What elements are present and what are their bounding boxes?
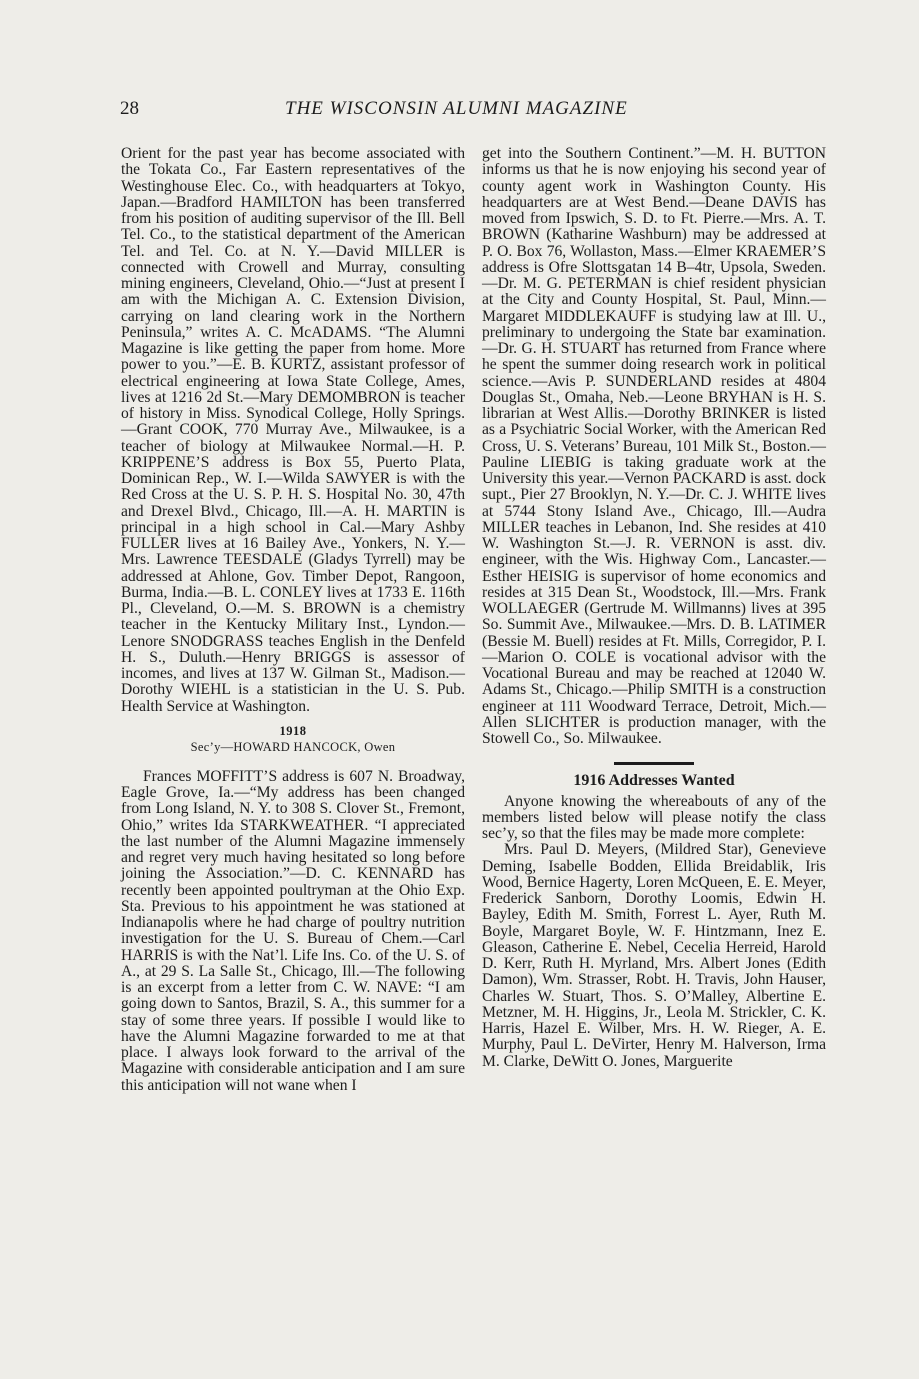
addresses-wanted-title: 1916 Addresses Wanted	[573, 772, 735, 790]
class-notes-paragraph: Frances MOFFITT’S address is 607 N. Broadway, Eagle Grove, Ia.—“My address has been changed from Long Island, N. Y. to 308 S. Clover St., Fremont, Ohio,” writes Ida STARKWEATHER. “I appreciated the last number of the Alumni Magazine immensely and regret very much having hesitated so long before joining the Association.”—D. C. KENNARD has recently been appointed poultryman at the Ohio Exp. Sta. Previous to his appointment he was stationed at Indianapolis where he had charge of poultry nutrition investigation for the U. S. Bureau of Chem.—Carl HARRIS is with the Nat’l. Life Ins. Co. of the U. S. of A., at 29 S. La Salle St., Chicago, Ill.—The following is an excerpt from a letter from C. W. NAVE: “I am going down to Santos, Brazil, S. A., this summer for a stay of some three years. If possible I would like to have the Alumni Magazine forwarded to me at that place. I always look forward to the arrival of the Magazine with considerable anticipation and I am sure this anticipation will not wane when I	[121, 767, 465, 1094]
section-divider	[614, 762, 694, 765]
addresses-wanted-list: Mrs. Paul D. Meyers, (Mildred Star), Genevieve Deming, Isabelle Bodden, Ellida Breidablik, Iris Wood, Bernice Hagerty, Loren McQueen, E. E. Meyer, Frederick Sanborn, Dorothy Loomis, Edwin H. Bayley, Edith M. Smith, Forrest L. Ayer, Ruth M. Boyle, Margaret Boyle, W. F. Hintzmann, Inez E. Gleason, Catherine E. Nebel, Cecelia Herreid, Harold D. Kerr, Ruth H. Myrland, Mrs. Albert Jones (Edith Damon), Wm. Strasser, Robt. H. Travis, John Hauser, Charles W. Stuart, Thos. S. O’Malley, Albertine E. Metzner, M. H. Higgins, Jr., Leola M. Strickler, C. K. Harris, Hazel E. Wilber, Mrs. H. W. Rieger, A. E. Murphy, Paul L. DeVirter, Henry M. Halverson, Irma M. Clarke, DeWitt O. Jones, Marguerite	[482, 841, 826, 1070]
class-year-heading: 1918	[279, 723, 307, 738]
addresses-wanted-intro: Anyone knowing the whereabouts of any of the members listed below will please notify the class sec’y, so that the files may be made more complete:	[482, 792, 826, 842]
right-column	[482, 146, 826, 1070]
page-number: 28	[120, 98, 139, 119]
class-notes-paragraph: Orient for the past year has become associated with the Tokata Co., Far Eastern representatives of the Westinghouse Elec. Co., with headquarters at Tokyo, Japan.—Bradford HAMILTON has been transferred from his position of auditing supervisor of the Ill. Bell Tel. Co., to the statistical department of the American Tel. and Tel. Co. at N. Y.—David MILLER is connected with Crowell and Murray, consulting mining engineers, Cleveland, Ohio.—“Just at present I am with the Michigan A. C. Extension Division, carrying on land clearing work in the Northern Peninsula,” writes A. C. McADAMS. “The Alumni Magazine is like getting the paper from home. More power to you.”—E. B. KURTZ, assistant professor of electrical engineering at Iowa State College, Ames, lives at 1216 2d St.—Mary DEMOMBRON is teacher of history in Miss. Synodical College, Holly Springs.—Grant COOK, 770 Murray Ave., Milwaukee, is a teacher of biology at Milwaukee Normal.—H. P. KRIPPENE’S address is Box 55, Puerto Plata, Dominican Rep., W. I.—Wilda SAWYER is with the Red Cross at the U. S. P. H. S. Hospital No. 30, 47th and Drexel Blvd., Chicago, Ill.—A. H. MARTIN is principal in a high school in Cal.—Mary Ashby FULLER lives at 16 Bailey Ave., Yonkers, N. Y.—Mrs. Lawrence TEESDALE (Gladys Tyrrell) may be addressed at Ahlone, Gov. Timber Depot, Rangoon, Burma, India.—B. L. CONLEY lives at 1733 E. 116th Pl., Cleveland, O.—M. S. BROWN is a chemistry teacher in the Kentucky Military Inst., Lyndon.—Lenore SNODGRASS teaches English in the Denfeld H. S., Duluth.—Henry BRIGGS is assessor of incomes, and lives at 137 W. Gilman St., Madison.—Dorothy WIEHL is a statistician in the U. S. Pub. Health Service at Washington.	[121, 145, 465, 715]
left-column	[121, 146, 465, 1094]
running-head: THE WISCONSIN ALUMNI MAGAZINE	[285, 98, 628, 119]
class-notes-paragraph: get into the Southern Continent.”—M. H. BUTTON informs us that he is now enjoying his second year of county agent work in Washington County. His headquarters are at West Bend.—Deane DAVIS has moved from Ipswich, S. D. to Ft. Pierre.—Mrs. A. T. BROWN (Katharine Washburn) may be addressed at P. O. Box 76, Wollaston, Mass.—Elmer KRAEMER’S address is Ofre Slottsgatan 14 B–4tr, Upsola, Sweden.—Dr. M. G. PETERMAN is chief resident physician at the City and County Hospital, St. Paul, Minn.—Margaret MIDDLEKAUFF is studying law at Ill. U., preliminary to undergoing the State bar examination.—Dr. G. H. STUART has returned from France where he spent the summer doing research work in political science.—Avis P. SUNDERLAND resides at 4804 Douglas St., Omaha, Neb.—Leone BRYHAN is H. S. librarian at West Allis.—Dorothy BRINKER is listed as a Psychiatric Social Worker, with the American Red Cross, U. S. Veterans’ Bureau, 101 Milk St., Boston.—Pauline LIEBIG is taking graduate work at the University this year.—Vernon PACKARD is asst. dock supt., Pier 27 Brooklyn, N. Y.—Dr. C. J. WHITE lives at 5744 Stony Island Ave., Chicago, Ill.—Audra MILLER teaches in Lebanon, Ind. She resides at 410 W. Washington St.—J. R. VERNON is asst. div. engineer, with the Wis. Highway Com., Lancaster.—Esther HEISIG is supervisor of home economics and resides at 315 Dean St., Woodstock, Ill.—Mrs. Frank WOLLAEGER (Gertrude M. Willmanns) lives at 395 So. Summit Ave., Milwaukee.—Mrs. D. B. LATIMER (Bessie M. Buell) resides at Ft. Mills, Corregidor, P. I.—Marion O. COLE is vocational advisor with the Vocational Bureau and may be reached at 12040 W. Adams St., Chicago.—Philip SMITH is a construction engineer at 111 Woodward Terrace, Detroit, Mich.— Allen SLICHTER is production manager, with the Stowell Co., So. Milwaukee.	[482, 145, 826, 747]
class-secretary: Sec’y—HOWARD HANCOCK, Owen	[190, 739, 396, 754]
